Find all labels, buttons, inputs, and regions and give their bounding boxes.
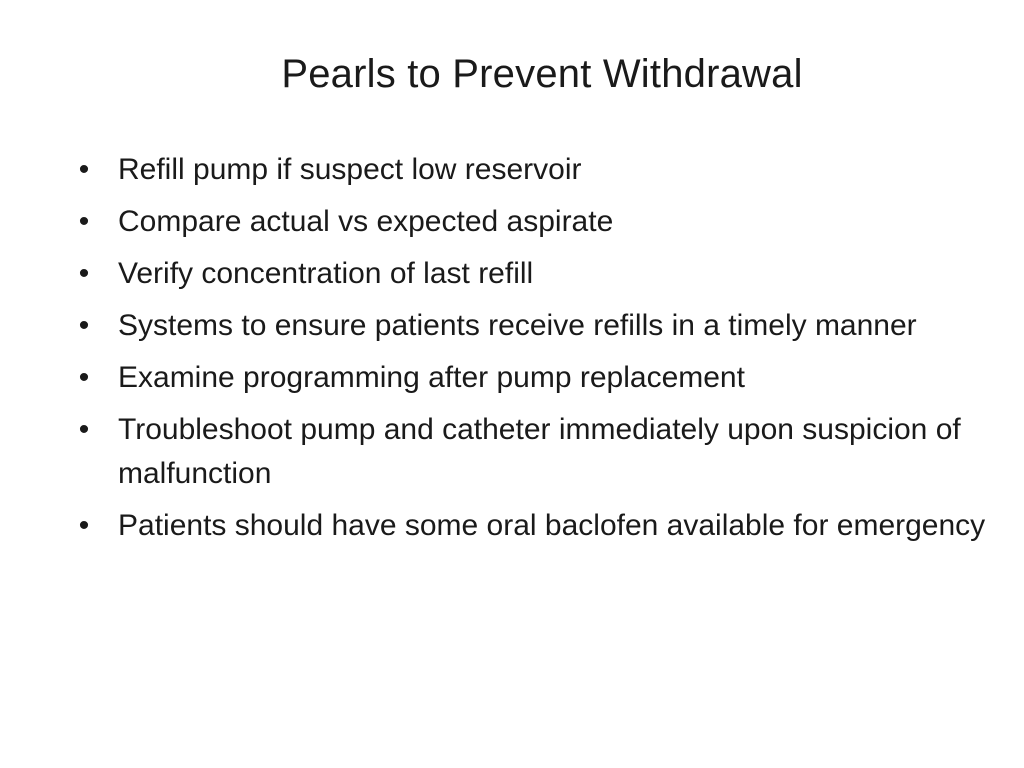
bullet-dot-icon: • <box>78 257 90 290</box>
bullet-item <box>72 252 988 296</box>
bullet-text: Compare actual vs expected aspirate <box>118 205 614 238</box>
bullet-dot-icon: • <box>78 361 90 394</box>
bullet-text: Examine programming after pump replacement <box>118 361 745 394</box>
bullet-dot-icon: • <box>78 153 90 186</box>
bullet-item <box>72 356 988 400</box>
bullet-dot-icon: • <box>78 309 90 342</box>
bullet-text: Systems to ensure patients receive refills in a timely manner <box>118 309 917 342</box>
bullet-item <box>72 200 988 244</box>
bullet-text: Troubleshoot pump and catheter immediately upon suspicion of malfunction <box>118 413 961 490</box>
bullet-dot-icon: • <box>78 205 90 238</box>
bullet-item <box>72 408 988 496</box>
bullet-text: Refill pump if suspect low reservoir <box>118 153 582 186</box>
bullet-dot-icon: • <box>78 509 90 542</box>
bullet-item <box>72 504 988 548</box>
bullet-dot-icon: • <box>78 413 90 446</box>
bullet-item <box>72 304 988 348</box>
bullet-text: Patients should have some oral baclofen available for emergency <box>118 509 986 542</box>
bullet-list <box>72 148 988 556</box>
bullet-text: Verify concentration of last refill <box>118 257 534 290</box>
bullet-item <box>72 148 988 192</box>
slide-title: Pearls to Prevent Withdrawal <box>281 52 803 96</box>
